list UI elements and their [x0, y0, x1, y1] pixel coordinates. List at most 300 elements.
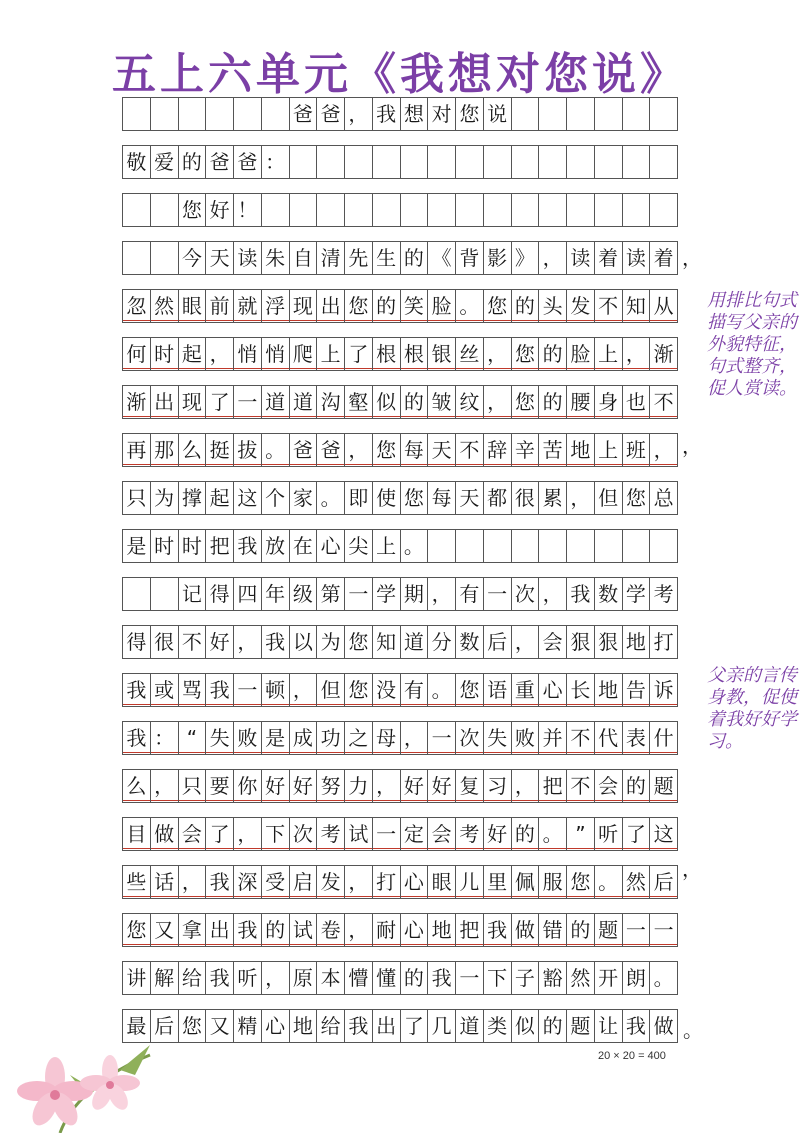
grid-cell: 卷	[317, 914, 345, 947]
grid-cell	[428, 194, 456, 227]
grid-cell: 心	[401, 914, 429, 947]
grid-cell: 么	[179, 434, 207, 467]
grid-cell: 不	[179, 626, 207, 659]
grid-cell: 出	[151, 386, 179, 419]
grid-cell: 只	[123, 482, 151, 515]
grid-cell: 爸	[290, 434, 318, 467]
grid-cell: ，	[539, 578, 567, 611]
grid-cell: 今	[179, 242, 207, 275]
grid-cell: 儿	[456, 866, 484, 899]
overflow-mark: ，	[682, 857, 702, 881]
grid-cell: 起	[206, 482, 234, 515]
grid-cell: 时	[151, 530, 179, 563]
grid-cell: 第	[317, 578, 345, 611]
grid-cell: 做	[512, 914, 540, 947]
grid-cell	[650, 530, 678, 563]
grid-cell: 很	[151, 626, 179, 659]
grid-cell: 懂	[373, 962, 401, 995]
grid-cell: 解	[151, 962, 179, 995]
grid-cell: 天	[456, 482, 484, 515]
grid-cell: 着	[650, 242, 678, 275]
grid-cell: 好	[262, 770, 290, 803]
grid-cell: 然	[623, 866, 651, 899]
grid-cell: 四	[234, 578, 262, 611]
grid-cell: 定	[401, 818, 429, 851]
grid-cell: 读	[234, 242, 262, 275]
grid-cell: 天	[206, 242, 234, 275]
grid-cell: 的	[373, 290, 401, 323]
grid-cell	[123, 242, 151, 275]
grid-cell: 发	[317, 866, 345, 899]
grid-cell: 想	[401, 98, 429, 131]
grid-cell: 然	[567, 962, 595, 995]
grid-cell	[151, 578, 179, 611]
grid-cell: 渐	[650, 338, 678, 371]
grid-cell: 您	[512, 386, 540, 419]
grid-cell: 骂	[179, 674, 207, 707]
grid-cell: 也	[623, 386, 651, 419]
grid-row	[122, 625, 678, 659]
grid-cell: 辛	[512, 434, 540, 467]
grid-cell	[428, 530, 456, 563]
grid-cell: 。	[428, 674, 456, 707]
grid-cell: 您	[456, 98, 484, 131]
grid-cell	[512, 146, 540, 179]
grid-cell: 纹	[456, 386, 484, 419]
grid-cell: 爸	[317, 434, 345, 467]
grid-cell: 分	[428, 626, 456, 659]
grid-cell: 我	[123, 674, 151, 707]
grid-cell: 对	[428, 98, 456, 131]
grid-cell: 之	[345, 722, 373, 755]
grid-cell: 几	[428, 1010, 456, 1043]
grid-cell: ，	[206, 338, 234, 371]
grid-cell: 个	[262, 482, 290, 515]
grid-cell: 次	[456, 722, 484, 755]
grid-cell: 题	[650, 770, 678, 803]
grid-cell: 会	[179, 818, 207, 851]
grid-cell: 心	[262, 1010, 290, 1043]
grid-cell: 您	[345, 626, 373, 659]
grid-cell: 使	[373, 482, 401, 515]
grid-cell: 上	[595, 338, 623, 371]
grid-cell: 学	[623, 578, 651, 611]
grid-cell: ，	[567, 482, 595, 515]
grid-cell: 地	[428, 914, 456, 947]
grid-cell: 题	[595, 914, 623, 947]
grid-row	[122, 865, 678, 899]
grid-cell: 失	[206, 722, 234, 755]
grid-cell: 说	[484, 98, 512, 131]
grid-cell	[179, 98, 207, 131]
grid-cell	[595, 98, 623, 131]
grid-cell: 不	[567, 770, 595, 803]
grid-cell: 里	[484, 866, 512, 899]
grid-cell	[317, 146, 345, 179]
grid-cell: 在	[290, 530, 318, 563]
grid-cell: 是	[262, 722, 290, 755]
grid-cell: 我	[234, 914, 262, 947]
grid-cell: ”	[567, 818, 595, 851]
grid-cell: 做	[650, 1010, 678, 1043]
grid-row	[122, 817, 678, 851]
grid-cell	[373, 194, 401, 227]
grid-row	[122, 577, 678, 611]
grid-cell: 放	[262, 530, 290, 563]
grid-cell: 懵	[345, 962, 373, 995]
grid-cell: 。	[650, 962, 678, 995]
grid-cell: 家	[290, 482, 318, 515]
grid-cell: 只	[179, 770, 207, 803]
grid-cell: 了	[206, 818, 234, 851]
flower-decoration	[0, 1015, 170, 1133]
grid-cell	[206, 98, 234, 131]
grid-cell: 您	[567, 866, 595, 899]
grid-cell: ：	[262, 146, 290, 179]
grid-cell: 影	[484, 242, 512, 275]
grid-cell: 知	[373, 626, 401, 659]
grid-cell: 您	[179, 1010, 207, 1043]
grid-cell: 爸	[317, 98, 345, 131]
grid-cell: 讲	[123, 962, 151, 995]
grid-cell: ，	[428, 578, 456, 611]
grid-cell	[595, 146, 623, 179]
grid-cell	[567, 98, 595, 131]
grid-cell: 您	[512, 338, 540, 371]
grid-cell: 您	[123, 914, 151, 947]
grid-cell: 朗	[623, 962, 651, 995]
grid-cell: 功	[317, 722, 345, 755]
grid-cell: 深	[234, 866, 262, 899]
grid-cell: 豁	[539, 962, 567, 995]
grid-cell: 爬	[290, 338, 318, 371]
grid-cell: 我	[567, 578, 595, 611]
grid-cell: 您	[373, 434, 401, 467]
grid-cell	[512, 194, 540, 227]
grid-cell	[456, 194, 484, 227]
grid-cell: 辞	[484, 434, 512, 467]
grid-cell: 目	[123, 818, 151, 851]
grid-cell: 启	[290, 866, 318, 899]
grid-cell: 壑	[345, 386, 373, 419]
grid-cell: 下	[484, 962, 512, 995]
grid-cell	[567, 194, 595, 227]
grid-cell: 不	[595, 290, 623, 323]
grid-cell: 后	[151, 1010, 179, 1043]
grid-cell: 的	[512, 818, 540, 851]
grid-cell: 了	[401, 1010, 429, 1043]
grid-cell: 做	[151, 818, 179, 851]
grid-cell: ，	[623, 338, 651, 371]
grid-cell: 么	[123, 770, 151, 803]
grid-cell	[623, 98, 651, 131]
grid-cell: 悄	[234, 338, 262, 371]
grid-cell: 了	[206, 386, 234, 419]
grid-cell: 会	[595, 770, 623, 803]
grid-cell: 前	[206, 290, 234, 323]
grid-cell	[539, 530, 567, 563]
grid-cell: 让	[595, 1010, 623, 1043]
grid-cell: 根	[401, 338, 429, 371]
grid-cell: 的	[539, 386, 567, 419]
grid-cell: 努	[317, 770, 345, 803]
grid-cell: “	[179, 722, 207, 755]
grid-cell: 又	[206, 1010, 234, 1043]
grid-cell: 听	[595, 818, 623, 851]
grid-cell	[650, 146, 678, 179]
grid-cell: 子	[512, 962, 540, 995]
grid-row	[122, 673, 678, 707]
grid-cell: 力	[345, 770, 373, 803]
grid-cell: 总	[650, 482, 678, 515]
margin-note-1: 用排比句式描写父亲的外貌特征，句式整齐，促人赏读。	[707, 290, 797, 399]
page-title: 五上六单元《我想对您说》	[112, 49, 688, 100]
grid-cell: 诉	[650, 674, 678, 707]
grid-cell	[151, 98, 179, 131]
grid-cell: 为	[317, 626, 345, 659]
grid-cell: 头	[539, 290, 567, 323]
grid-cell: 脸	[567, 338, 595, 371]
grid-cell: 得	[206, 578, 234, 611]
composition-grid	[122, 97, 703, 1043]
grid-row	[122, 289, 678, 323]
grid-cell: 即	[345, 482, 373, 515]
grid-cell: 听	[234, 962, 262, 995]
grid-cell: 道	[401, 626, 429, 659]
grid-cell	[234, 98, 262, 131]
grid-row	[122, 961, 678, 995]
grid-cell: 。	[401, 530, 429, 563]
grid-cell: 的	[401, 242, 429, 275]
grid-cell	[539, 146, 567, 179]
grid-cell: 时	[151, 338, 179, 371]
grid-cell: 受	[262, 866, 290, 899]
grid-cell: 不	[456, 434, 484, 467]
grid-cell: 重	[512, 674, 540, 707]
grid-cell: 败	[512, 722, 540, 755]
grid-cell: 又	[151, 914, 179, 947]
grid-cell: 悄	[262, 338, 290, 371]
grid-cell: 心	[317, 530, 345, 563]
grid-row	[122, 913, 678, 947]
grid-cell	[123, 194, 151, 227]
grid-cell: 眼	[428, 866, 456, 899]
grid-cell: 好	[401, 770, 429, 803]
grid-cell: 银	[428, 338, 456, 371]
grid-cell: 忽	[123, 290, 151, 323]
overflow-mark: ，	[682, 434, 702, 458]
grid-cell	[290, 146, 318, 179]
grid-cell: 再	[123, 434, 151, 467]
grid-cell: 皱	[428, 386, 456, 419]
grid-cell: 的	[262, 914, 290, 947]
grid-cell: 着	[595, 242, 623, 275]
grid-cell: 苦	[539, 434, 567, 467]
grid-cell	[595, 194, 623, 227]
grid-cell: 给	[179, 962, 207, 995]
grid-cell: 我	[206, 962, 234, 995]
grid-row	[122, 97, 678, 131]
grid-cell: 一	[428, 722, 456, 755]
grid-cell: 以	[290, 626, 318, 659]
grid-cell: 爸	[206, 146, 234, 179]
grid-cell: 我	[623, 1010, 651, 1043]
grid-cell: 好	[428, 770, 456, 803]
grid-cell: 我	[484, 914, 512, 947]
grid-cell	[623, 530, 651, 563]
overflow-mark: ，	[682, 246, 702, 270]
grid-cell: 但	[317, 674, 345, 707]
grid-cell: 会	[428, 818, 456, 851]
grid-cell: 开	[595, 962, 623, 995]
grid-cell: 挺	[206, 434, 234, 467]
grid-cell: 撑	[179, 482, 207, 515]
grid-cell: 学	[373, 578, 401, 611]
grid-cell: 尖	[345, 530, 373, 563]
grid-cell: 我	[123, 722, 151, 755]
grid-row	[122, 529, 678, 563]
grid-cell: 背	[456, 242, 484, 275]
grid-cell	[512, 530, 540, 563]
grid-cell	[623, 194, 651, 227]
grid-cell	[650, 98, 678, 131]
grid-cell: ：	[151, 722, 179, 755]
grid-cell	[595, 530, 623, 563]
grid-cell: ，	[234, 626, 262, 659]
grid-cell: ，	[345, 98, 373, 131]
grid-cell: 爸	[234, 146, 262, 179]
grid-cell: 然	[151, 290, 179, 323]
grid-cell: 上	[373, 530, 401, 563]
grid-cell: 的	[401, 962, 429, 995]
grid-cell	[567, 530, 595, 563]
grid-cell: 下	[262, 818, 290, 851]
grid-cell: ，	[401, 722, 429, 755]
grid-cell: 一	[456, 962, 484, 995]
grid-cell: 告	[623, 674, 651, 707]
grid-cell: 我	[206, 866, 234, 899]
grid-cell: 爱	[151, 146, 179, 179]
grid-cell: 的	[539, 338, 567, 371]
grid-cell: 好	[484, 818, 512, 851]
grid-cell: 上	[317, 338, 345, 371]
grid-cell: 眼	[179, 290, 207, 323]
grid-cell: 级	[290, 578, 318, 611]
grid-cell: ，	[262, 962, 290, 995]
grid-cell	[290, 194, 318, 227]
grid-cell: 丝	[456, 338, 484, 371]
grid-row	[122, 241, 678, 275]
grid-cell: 您	[456, 674, 484, 707]
grid-cell: 这	[234, 482, 262, 515]
grid-cell: ，	[345, 866, 373, 899]
grid-cell: 失	[484, 722, 512, 755]
grid-cell: 打	[650, 626, 678, 659]
grid-cell: 您	[623, 482, 651, 515]
grid-cell: 但	[595, 482, 623, 515]
grid-cell: 就	[234, 290, 262, 323]
grid-cell	[123, 578, 151, 611]
grid-cell: 您	[484, 290, 512, 323]
grid-cell: 次	[290, 818, 318, 851]
grid-cell	[512, 98, 540, 131]
grid-cell: 。	[595, 866, 623, 899]
grid-cell: 有	[456, 578, 484, 611]
grid-cell: 地	[290, 1010, 318, 1043]
grid-cell: 《	[428, 242, 456, 275]
grid-cell: 语	[484, 674, 512, 707]
grid-cell: 成	[290, 722, 318, 755]
grid-cell: 代	[595, 722, 623, 755]
grid-cell: 身	[595, 386, 623, 419]
grid-cell: 从	[650, 290, 678, 323]
grid-cell: ，	[345, 434, 373, 467]
grid-cell: 。	[262, 434, 290, 467]
grid-cell: 母	[373, 722, 401, 755]
grid-cell: 班	[623, 434, 651, 467]
grid-cell: 长	[567, 674, 595, 707]
grid-cell: 每	[401, 434, 429, 467]
grid-cell: 的	[567, 914, 595, 947]
grid-cell: 后	[484, 626, 512, 659]
grid-cell	[345, 194, 373, 227]
grid-cell: 狠	[595, 626, 623, 659]
grid-cell	[345, 146, 373, 179]
grid-cell: 您	[345, 674, 373, 707]
grid-cell: 那	[151, 434, 179, 467]
grid-cell: 我	[428, 962, 456, 995]
grid-cell: 心	[539, 674, 567, 707]
grid-cell: 现	[290, 290, 318, 323]
grid-cell: ，	[290, 674, 318, 707]
grid-row	[122, 433, 678, 467]
overflow-mark: 。	[683, 1018, 703, 1042]
grid-cell: 的	[512, 290, 540, 323]
grid-cell: ，	[512, 770, 540, 803]
grid-cell: 习	[484, 770, 512, 803]
grid-cell: 拿	[179, 914, 207, 947]
grid-cell: 复	[456, 770, 484, 803]
grid-cell: 自	[290, 242, 318, 275]
grid-cell: 服	[539, 866, 567, 899]
grid-cell: 浮	[262, 290, 290, 323]
grid-cell: 。	[539, 818, 567, 851]
grid-cell: 我	[373, 98, 401, 131]
grid-cell: 原	[290, 962, 318, 995]
grid-cell: 或	[151, 674, 179, 707]
grid-cell: 次	[512, 578, 540, 611]
grid-count-footer: 20 × 20 = 400	[598, 1050, 666, 1062]
grid-cell: 考	[650, 578, 678, 611]
grid-cell	[650, 194, 678, 227]
grid-cell: 您	[345, 290, 373, 323]
grid-cell	[401, 194, 429, 227]
grid-cell: ，	[234, 818, 262, 851]
grid-cell: 一	[234, 674, 262, 707]
grid-cell: 错	[539, 914, 567, 947]
grid-cell: 是	[123, 530, 151, 563]
grid-cell: 佩	[512, 866, 540, 899]
grid-cell: ，	[539, 242, 567, 275]
grid-cell: ，	[484, 386, 512, 419]
grid-cell: 并	[539, 722, 567, 755]
grid-cell: 道	[456, 1010, 484, 1043]
grid-cell: 沟	[317, 386, 345, 419]
grid-cell: 试	[345, 818, 373, 851]
grid-cell: 类	[484, 1010, 512, 1043]
grid-cell: 心	[401, 866, 429, 899]
grid-cell: 把	[206, 530, 234, 563]
